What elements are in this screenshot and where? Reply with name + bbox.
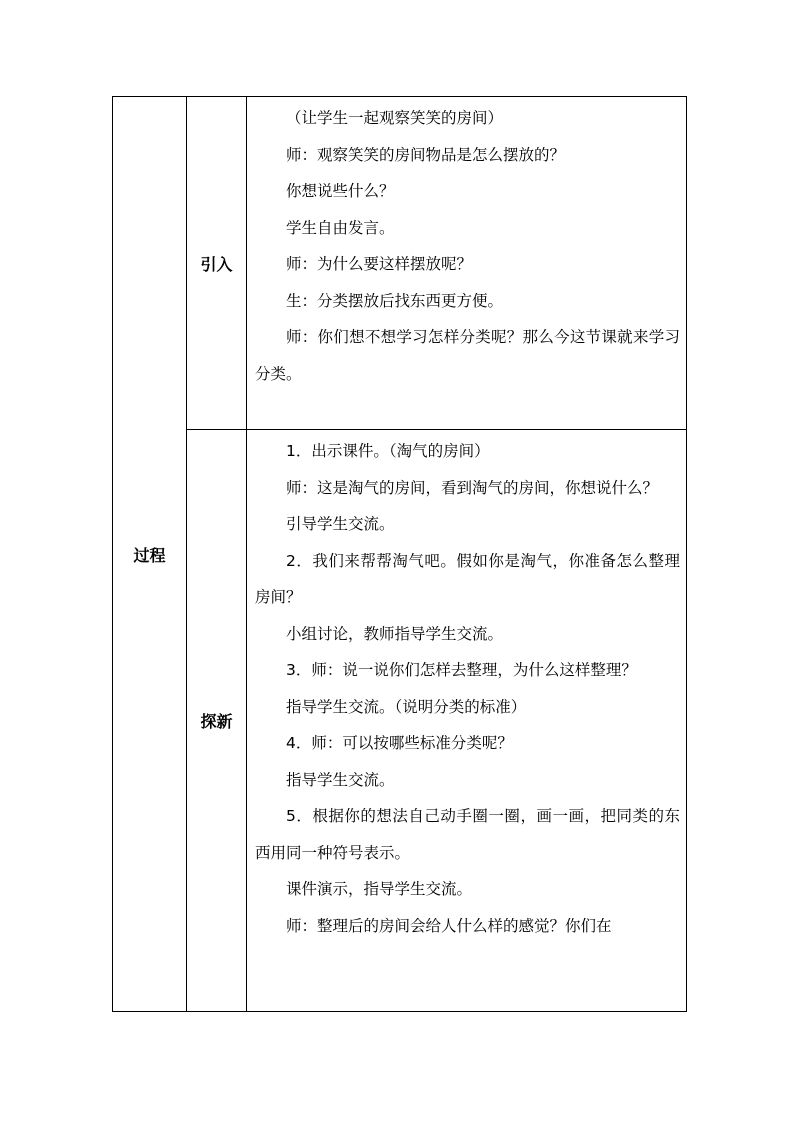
paragraph: 指导学生交流。（说明分类的标准） (286, 697, 527, 716)
section-content-explore (247, 430, 687, 1012)
paragraph: 学生自由发言。 (286, 218, 395, 237)
paragraph: 3．师：说一说你们怎样去整理，为什么这样整理？ (286, 661, 637, 679)
paragraph: 引导学生交流。 (286, 515, 395, 533)
paragraph: 师：你们想不想学习怎样分类呢？那么今这节课就来学习分类。 (255, 328, 680, 383)
lesson-plan-table (112, 96, 687, 1012)
paragraph: 1．出示课件。（淘气的房间） (286, 442, 490, 460)
paragraph: （让学生一起观察笑笑的房间） (286, 109, 504, 127)
paragraph: 师：为什么要这样摆放呢？ (286, 255, 473, 273)
stage-label-process: 过程 (113, 97, 187, 1012)
paragraph: 生：分类摆放后找东西更方便。 (286, 291, 504, 310)
paragraph: 课件演示，指导学生交流。 (286, 880, 473, 898)
paragraph: 2．我们来帮帮淘气吧。假如你是淘气，你准备怎么整理房间？ (255, 551, 680, 606)
paragraph: 师：整理后的房间会给人什么样的感觉？你们在 (286, 916, 612, 935)
paragraph: 师：这是淘气的房间，看到淘气的房间，你想说什么？ (286, 478, 659, 497)
paragraph: 你想说些什么？ (286, 182, 395, 200)
section-content-intro (247, 97, 687, 430)
paragraph: 师：观察笑笑的房间物品是怎么摆放的？ (286, 145, 566, 164)
table-row-intro (113, 97, 687, 430)
paragraph: 指导学生交流。 (286, 770, 395, 789)
section-label-explore: 探新 (187, 430, 247, 1012)
paragraph: 小组讨论，教师指导学生交流。 (286, 624, 504, 643)
paragraph: 4．师：可以按哪些标准分类呢？ (286, 734, 513, 752)
paragraph: 5．根据你的想法自己动手圈一圈，画一画，把同类的东西用同一种符号表示。 (255, 807, 680, 862)
table-row-explore (113, 430, 687, 1012)
section-label-intro: 引入 (187, 97, 247, 430)
